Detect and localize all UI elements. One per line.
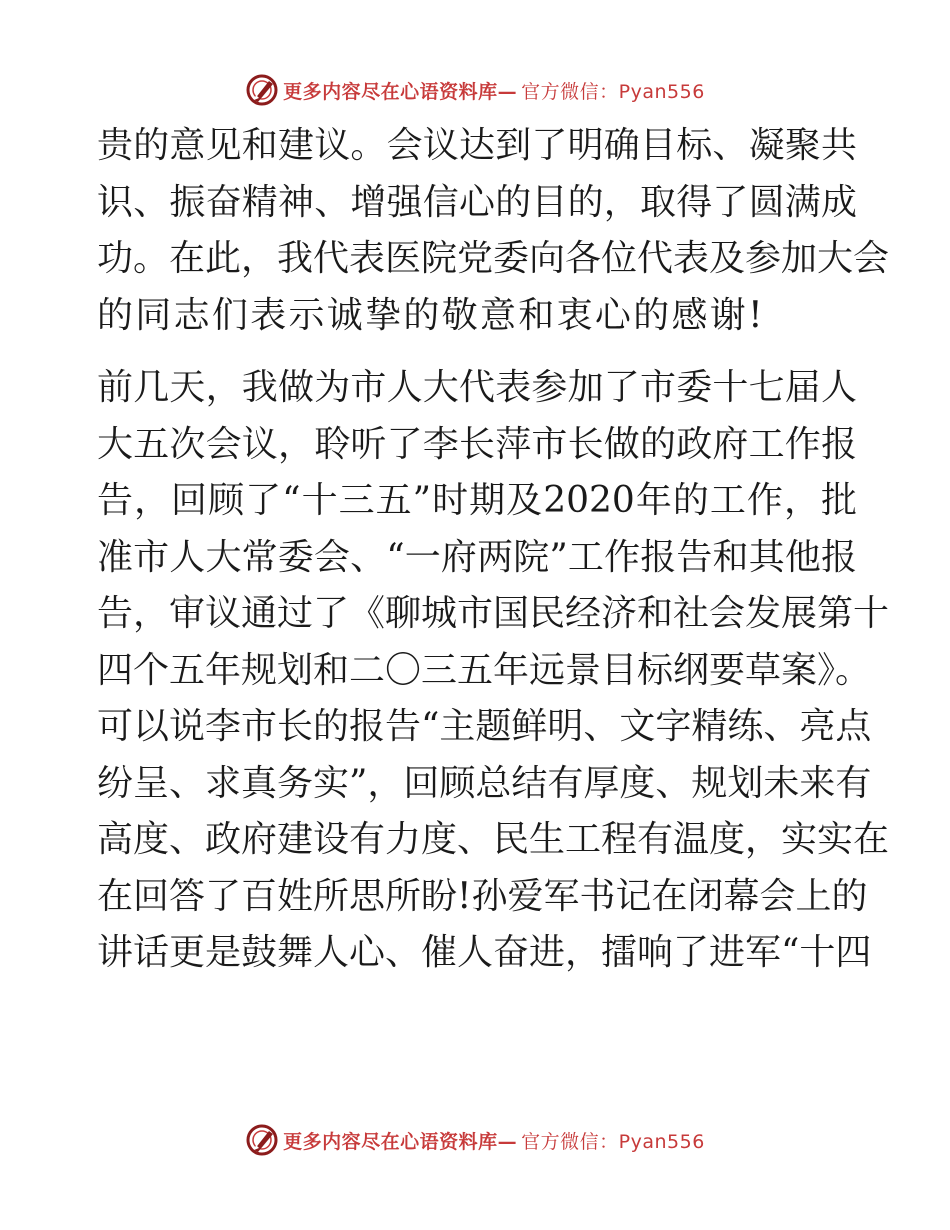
banner-slogan: 更多内容尽在心语资料库— (283, 80, 518, 103)
paragraph-spacer (97, 344, 857, 360)
text-line: 大五次会议，聆听了李长萍市长做的政府工作报 (97, 423, 857, 465)
text-line: 识、振奋精神、增强信心的目的，取得了圆满成 (97, 181, 857, 223)
text-line: 高度、政府建设有力度、民生工程有温度，实实在 (97, 819, 890, 860)
text-line: 在回答了百姓所思所盼!孙爱军书记在闭幕会上的 (97, 875, 868, 917)
text-line: 纷呈、求真务实”，回顾总结有厚度、规划未来有 (97, 762, 872, 804)
pen-nib-logo-icon (245, 1123, 279, 1157)
banner-slogan: 更多内容尽在心语资料库— (283, 1130, 518, 1153)
text-line: 四个五年规划和二〇三五年远景目标纲要草案》。 (97, 649, 872, 691)
text-line: 功。在此，我代表医院党委向各位代表及参加大会 (97, 238, 890, 279)
footer-banner (0, 1120, 950, 1160)
text-line: 的同志们表示诚挚的敬意和衷心的感谢! (97, 294, 765, 336)
text-line: 可以说李市长的报告“主题鲜明、文字精练、亮点 (97, 706, 872, 747)
text-line: 贵的意见和建议。会议达到了明确目标、凝聚共 (97, 125, 857, 166)
text-line: 讲话更是鼓舞人心、催人奋进，擂响了进军“十四 (97, 932, 872, 973)
text-line: 告，审议通过了《聊城市国民经济和社会发展第十 (97, 593, 890, 634)
pen-nib-logo-icon (245, 73, 279, 107)
text-line: 告，回顾了“十三五”时期及2020年的工作，批 (97, 480, 857, 521)
document-body (97, 118, 890, 982)
text-line: 准市人大常委会、“一府两院”工作报告和其他报 (97, 536, 857, 578)
banner-contact: 官方微信：Pyan556 (521, 80, 705, 103)
paragraph (97, 360, 890, 982)
paragraph (97, 118, 890, 344)
banner-contact: 官方微信：Pyan556 (521, 1130, 705, 1153)
text-line: 前几天，我做为市人大代表参加了市委十七届人 (97, 367, 857, 408)
header-banner (0, 70, 950, 110)
